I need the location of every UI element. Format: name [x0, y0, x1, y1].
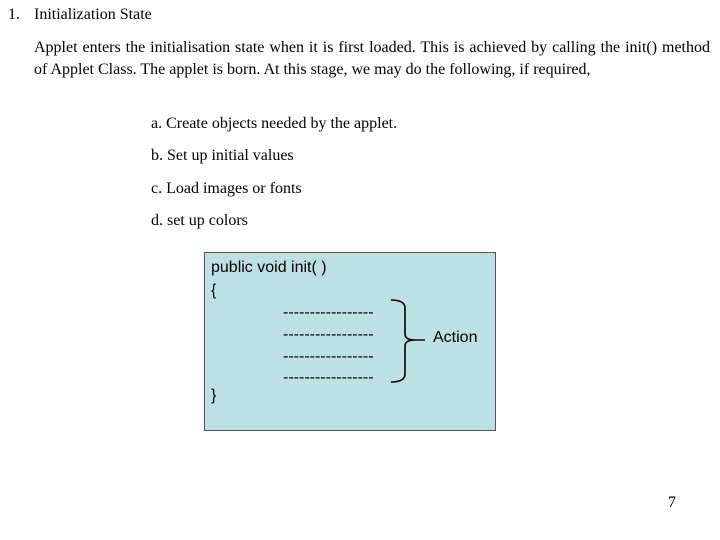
list-item-b: b. Set up initial values	[151, 147, 294, 164]
code-box	[204, 252, 496, 431]
code-dash-line-4: -----------------	[283, 369, 374, 386]
code-dash-line-1: -----------------	[283, 304, 374, 321]
code-dash-line-3: -----------------	[283, 348, 374, 365]
code-open-brace: {	[211, 282, 217, 299]
list-item-d: d. set up colors	[151, 212, 248, 229]
list-item-a: a. Create objects needed by the applet.	[151, 115, 398, 132]
code-signature: public void init( )	[211, 259, 327, 276]
code-close-brace: }	[211, 387, 217, 404]
section-heading	[8, 6, 152, 24]
page-number: 7	[668, 494, 676, 511]
code-dash-line-2: -----------------	[283, 326, 374, 343]
action-label: Action	[433, 329, 478, 346]
heading-title: Initialization State	[34, 6, 152, 23]
right-brace-icon	[389, 298, 433, 384]
list-item-c: c. Load images or fonts	[151, 180, 302, 197]
heading-number: 1.	[8, 6, 20, 23]
description-paragraph: Applet enters the initialisation state when it is first loaded. This is achieved by calling the init() method of Applet Class. The applet is born. At this stage, we may do the following, if required,	[34, 39, 710, 78]
